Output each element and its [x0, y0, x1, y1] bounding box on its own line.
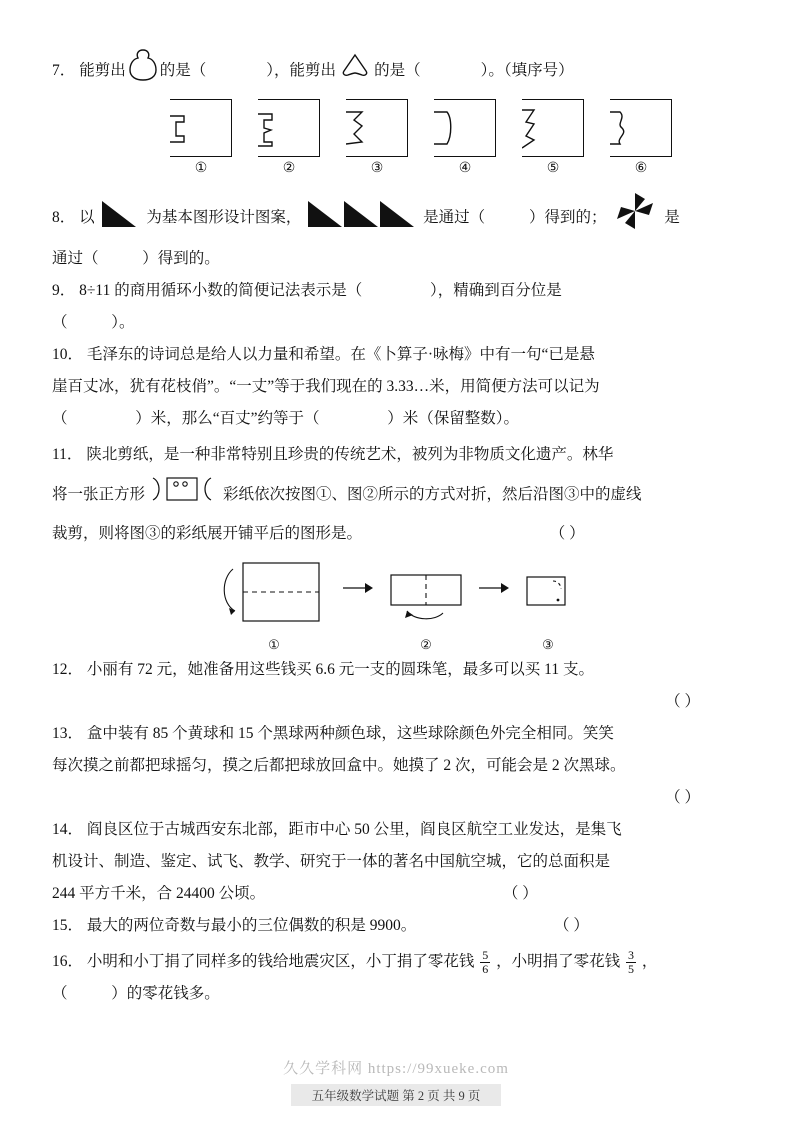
- q14-number: 14．: [52, 821, 84, 838]
- q10-line1: 毛泽东的诗词总是给人以力量和希望。在《卜算子·咏梅》中有一句“已是悬: [86, 346, 595, 363]
- q10-line2: 崖百丈冰，犹有花枝俏”。“一丈”等于我们现在的 3.33…米，用简便方法可以记为: [52, 378, 600, 395]
- q7-option-1-label: ①: [194, 161, 208, 176]
- question-12: [52, 655, 740, 685]
- question-13-judge-row: [52, 783, 740, 813]
- q11-line2-a: 将一张正方形: [52, 485, 146, 503]
- spade-shape-icon: [338, 52, 372, 89]
- q16-line1-a: 小明和小丁捐了同样多的钱给地震灾区，小丁捐了零花钱: [86, 953, 475, 970]
- question-10-line2: [52, 372, 740, 402]
- fold-arrow-1: [343, 555, 373, 599]
- pinwheel-icon: [613, 191, 657, 242]
- fraction-2-denominator: 5: [628, 962, 635, 976]
- q7-option-3: [346, 99, 408, 177]
- q8-text-b: 为基本图形设计图案，: [146, 209, 302, 226]
- q12-judge-blank[interactable]: （ ）: [665, 693, 700, 710]
- q13-line1: 盒中装有 85 个黄球和 15 个黑球两种颜色球，这些球除颜色外完全相同。笑笑: [86, 725, 614, 742]
- fraction-1-numerator: 5: [482, 948, 489, 963]
- question-16: [52, 947, 740, 977]
- q7-option-4: [434, 99, 496, 177]
- q11-judge-blank[interactable]: （ ）: [549, 525, 585, 542]
- question-9: [52, 276, 740, 306]
- question-10-line3: [52, 404, 740, 434]
- q8-text-a: 以: [79, 209, 95, 226]
- fold-step-3: [519, 555, 577, 653]
- question-13-line2: [52, 751, 740, 781]
- question-12-judge-row: [52, 687, 740, 717]
- q14-line1: 阎良区位于古城西安东北部，距市中心 50 公里，阎良区航空工业发达，是集飞: [86, 821, 622, 838]
- q8-number: 8．: [52, 209, 76, 226]
- triangle-basic-icon: [102, 201, 140, 238]
- q8-text-c: 是通过（: [423, 209, 486, 226]
- q7-text-a: 能剪出: [79, 61, 126, 79]
- q15-number: 15．: [52, 917, 84, 934]
- q7-text-b: 的是（: [159, 61, 207, 79]
- q7-option-2: [258, 99, 320, 177]
- q15-judge-blank[interactable]: （ ）: [554, 917, 589, 934]
- q7-options-row: [170, 99, 740, 177]
- q14-judge-blank[interactable]: （ ）: [502, 885, 538, 902]
- question-14: [52, 815, 740, 845]
- q7-option-2-label: ②: [282, 161, 296, 176]
- q7-option-1: [170, 99, 232, 177]
- q12-number: 12．: [52, 661, 84, 678]
- q16-line1-b: ，小明捐了零花钱: [496, 953, 621, 970]
- jar-shape-icon: [128, 48, 158, 93]
- question-7: [52, 48, 740, 93]
- question-14-line2: [52, 847, 740, 877]
- fold-step-1: [215, 555, 333, 653]
- q9-text-a: 8÷11 的商用循环小数的简便记法表示是（: [79, 282, 363, 299]
- q16-line1-c: ，: [641, 953, 658, 970]
- question-13: [52, 719, 740, 749]
- q11-number: 11．: [52, 446, 83, 463]
- question-11: [52, 440, 740, 470]
- question-9-line2: [52, 308, 740, 338]
- fraction-three-fifths: [626, 949, 636, 975]
- q16-line2-a: （: [52, 985, 68, 1002]
- q14-line3: 244 平方千米，合 24400 公顷。: [52, 885, 266, 902]
- question-8: [52, 191, 740, 242]
- q9-line2-a: （: [52, 314, 68, 331]
- q10-line3-b: ）米，那么“百丈”约等于（: [135, 410, 320, 427]
- question-15: [52, 911, 740, 941]
- q7-number: 7．: [52, 61, 76, 79]
- question-10: [52, 340, 740, 370]
- fold-step-2-label: ②: [420, 637, 432, 652]
- fold-step-1-label: ①: [268, 637, 280, 652]
- q8-line2-b: ）得到的。: [142, 250, 220, 267]
- page-footer: 五年级数学试题 第 2 页 共 9 页: [291, 1084, 501, 1106]
- q7-option-4-label: ④: [458, 161, 472, 176]
- q8-text-e: 是: [664, 209, 680, 226]
- fold-step-2: [383, 555, 469, 653]
- question-14-line3: [52, 879, 740, 909]
- q10-line3-a: （: [52, 410, 68, 427]
- folded-paper-icon: [147, 472, 221, 517]
- q13-number: 13．: [52, 725, 84, 742]
- q13-line2: 每次摸之前都把球摇匀，摸之后都把球放回盒中。她摸了 2 次，可能会是 2 次黑球。: [52, 757, 626, 774]
- q7-text-d: 的是（: [374, 61, 421, 79]
- q16-line2-b: ）的零花钱多。: [111, 985, 220, 1002]
- q11-line3: 裁剪，则将图③的彩纸展开铺平后的图形是。: [52, 525, 363, 542]
- q13-judge-blank[interactable]: （ ）: [665, 789, 700, 806]
- q15-text: 最大的两位奇数与最小的三位偶数的积是 9900。: [86, 917, 417, 934]
- question-16-line2: [52, 979, 740, 1009]
- fold-arrow-2: [479, 555, 509, 599]
- q11-line2-b: 彩纸依次按图①、图②所示的方式对折，然后沿图③中的虚线: [223, 485, 642, 503]
- q7-text-e: ）。（填序号）: [480, 61, 574, 79]
- question-11-line3: [52, 519, 740, 549]
- q8-line2-a: 通过（: [52, 250, 99, 267]
- q7-option-6: [610, 99, 672, 177]
- q11-fold-diagram: [52, 555, 740, 653]
- q14-line2: 机设计、制造、鉴定、试飞、教学、研究于一体的著名中国航空城，它的总面积是: [52, 853, 611, 870]
- q16-number: 16．: [52, 953, 84, 970]
- fraction-2-numerator: 3: [628, 948, 635, 963]
- q8-text-d: ）得到的；: [528, 209, 607, 226]
- q7-option-3-label: ③: [370, 161, 384, 176]
- fraction-1-denominator: 6: [482, 962, 489, 976]
- q7-option-6-label: ⑥: [634, 161, 648, 176]
- q9-line2-b: ）。: [111, 314, 135, 331]
- q11-line1: 陕北剪纸，是一种非常特别且珍贵的传统艺术，被列为非物质文化遗产。林华: [86, 446, 614, 463]
- question-8-line2: [52, 244, 740, 274]
- question-11-line2: [52, 472, 740, 517]
- q10-number: 10．: [52, 346, 84, 363]
- fold-step-3-label: ③: [542, 637, 554, 652]
- q9-number: 9．: [52, 282, 76, 299]
- q12-text: 小丽有 72 元，她准备用这些钱买 6.6 元一支的圆珠笔，最多可以买 11 支。: [86, 661, 594, 678]
- fraction-five-sixths: [480, 949, 490, 975]
- q7-option-5-label: ⑤: [546, 161, 560, 176]
- q10-line3-c: ）米（保留整数）。: [387, 410, 520, 427]
- triangle-row-icon: [308, 201, 416, 238]
- watermark: 久久学科网 https://99xueke.com: [283, 1061, 509, 1077]
- q9-text-b: ），精确到百分位是: [429, 282, 562, 299]
- q7-option-5: [522, 99, 584, 177]
- q7-text-c: ），能剪出: [266, 61, 337, 79]
